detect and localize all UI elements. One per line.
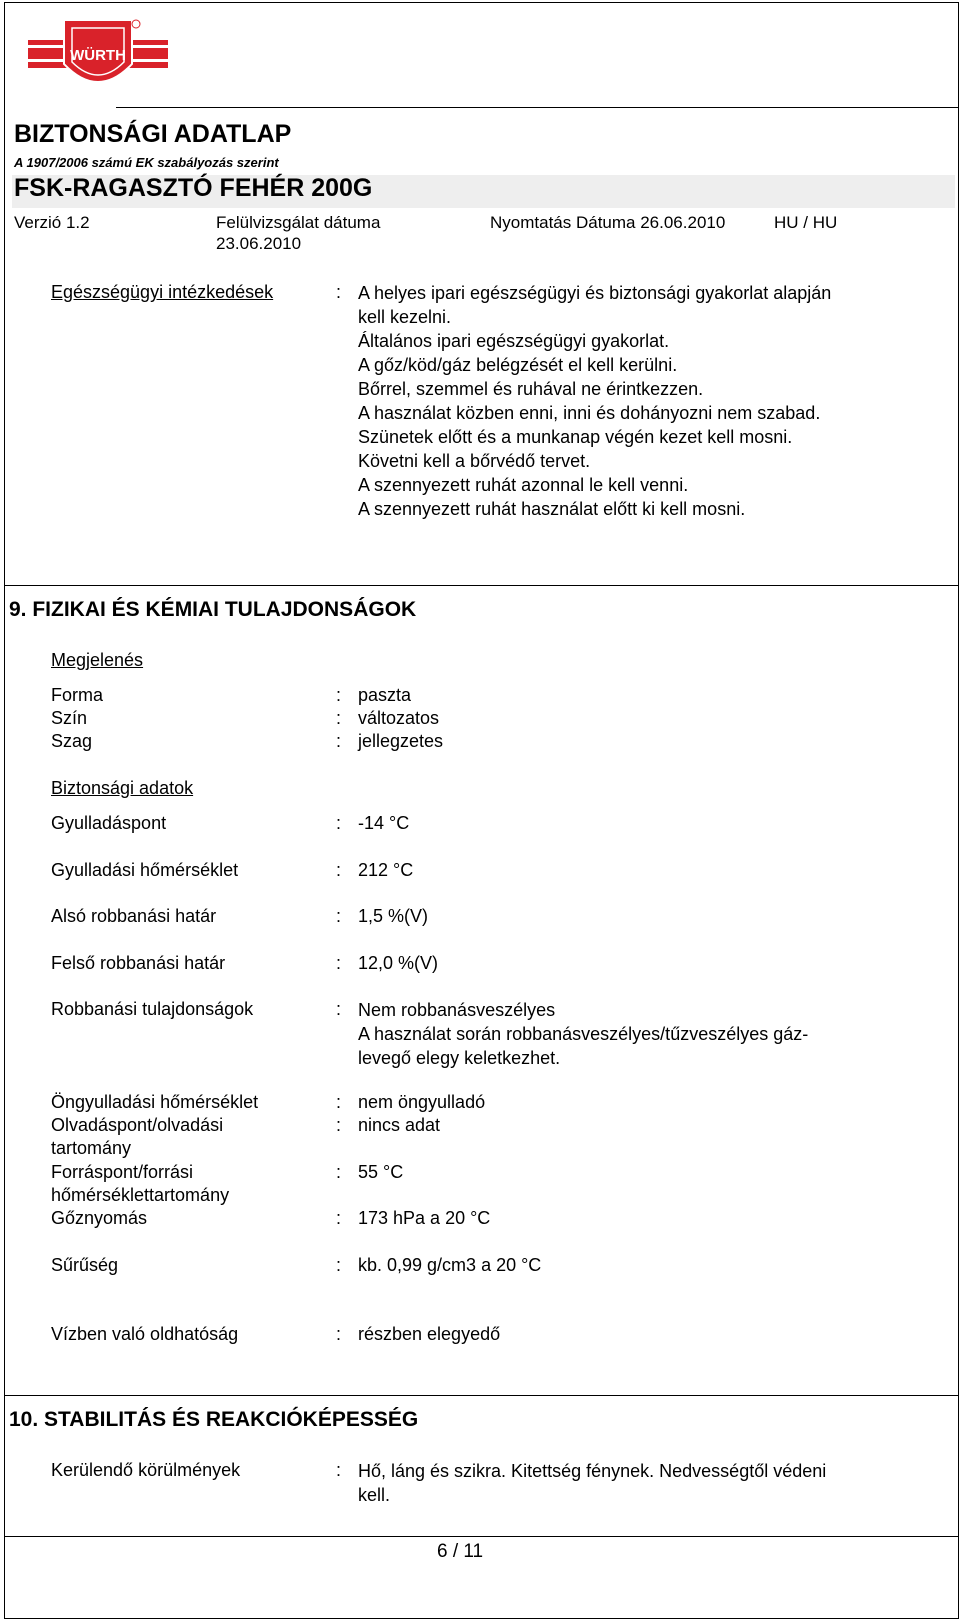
safety-heading: Biztonsági adatok — [51, 778, 194, 798]
autoignition-label: Öngyulladási hőmérséklet — [51, 1092, 259, 1112]
print-date: Nyomtatás Dátuma 26.06.2010 — [490, 213, 726, 232]
density-label: Sűrűség — [51, 1255, 119, 1275]
hygiene-text — [358, 281, 831, 521]
upper-explosion-limit-label: Felső robbanási határ — [51, 953, 226, 973]
ignition-temp-label: Gyulladási hőmérséklet — [51, 860, 239, 880]
water-solubility-value: részben elegyedő — [358, 1324, 501, 1344]
svg-text:WÜRTH: WÜRTH — [70, 47, 126, 64]
revision-date: 23.06.2010 — [216, 234, 302, 253]
page-frame — [4, 2, 959, 1619]
colon: : — [336, 731, 342, 751]
avoid-line: Hő, láng és szikra. Kitettség fénynek. Nedvességtől védeni — [358, 1461, 827, 1481]
ignition-temp-value: 212 °C — [358, 860, 414, 880]
colon: : — [336, 708, 342, 728]
explosive-line: Nem robbanásveszélyes — [358, 1000, 556, 1020]
flash-point-label: Gyulladáspont — [51, 813, 167, 833]
boiling-point-value: 55 °C — [358, 1162, 404, 1182]
boiling-point-label-2: hőmérséklettartomány — [51, 1185, 230, 1205]
colon: : — [336, 906, 342, 926]
wurth-logo — [26, 18, 176, 98]
hygiene-line: A használat közben enni, inni és dohányozni nem szabad. — [358, 403, 821, 423]
flash-point-value: -14 °C — [358, 813, 410, 833]
boiling-point-label-1: Forráspont/forrási — [51, 1162, 194, 1182]
explosive-properties-value — [358, 998, 808, 1070]
hygiene-line: A szennyezett ruhát azonnal le kell venni. — [358, 475, 689, 495]
odor-label: Szag — [51, 731, 93, 751]
color-value: változatos — [358, 708, 440, 728]
color-label: Szín — [51, 708, 88, 728]
colon: : — [336, 1115, 342, 1135]
water-solubility-label: Vízben való oldhatóság — [51, 1324, 239, 1344]
odor-value: jellegzetes — [358, 731, 444, 751]
page-number: 6 / 11 — [437, 1541, 484, 1562]
hygiene-line: Követni kell a bőrvédő tervet. — [358, 451, 591, 471]
melting-point-value: nincs adat — [358, 1115, 441, 1135]
colon: : — [336, 685, 342, 705]
conditions-to-avoid-label: Kerülendő körülmények — [51, 1460, 241, 1480]
autoignition-value: nem öngyulladó — [358, 1092, 486, 1112]
footer-rule — [4, 1536, 959, 1537]
lower-explosion-limit-label: Alsó robbanási határ — [51, 906, 217, 926]
explosive-line: A használat során robbanásveszélyes/tűzveszélyes gáz- — [358, 1024, 809, 1044]
hygiene-line: Általános ipari egészségügyi gyakorlat. — [358, 331, 670, 351]
colon: : — [336, 1208, 342, 1228]
form-label: Forma — [51, 685, 104, 705]
hygiene-line: A helyes ipari egészségügyi és biztonsági gyakorlat alapján — [358, 283, 832, 303]
hygiene-line: kell kezelni. — [358, 307, 452, 327]
melting-point-label-1: Olvadáspont/olvadási — [51, 1115, 224, 1135]
colon: : — [336, 1092, 342, 1112]
section-divider — [4, 585, 959, 586]
colon: : — [336, 1162, 342, 1182]
upper-explosion-limit-value: 12,0 %(V) — [358, 953, 439, 973]
lower-explosion-limit-value: 1,5 %(V) — [358, 906, 429, 926]
avoid-line: kell. — [358, 1485, 391, 1505]
explosive-properties-label: Robbanási tulajdonságok — [51, 999, 254, 1019]
header-rule — [116, 107, 959, 108]
colon: : — [336, 999, 342, 1019]
vapor-pressure-label: Gőznyomás — [51, 1208, 148, 1228]
section-9-title: 9. FIZIKAI ÉS KÉMIAI TULAJDONSÁGOK — [9, 598, 417, 621]
document-title: BIZTONSÁGI ADATLAP — [14, 120, 292, 148]
language: HU / HU — [774, 213, 838, 232]
colon: : — [336, 953, 342, 973]
density-value: kb. 0,99 g/cm3 a 20 °C — [358, 1255, 542, 1275]
regulation-subtitle: A 1907/2006 számú EK szabályozás szerint — [14, 155, 279, 170]
revision-label: Felülvizsgálat dátuma — [216, 213, 381, 232]
section-divider — [4, 1395, 959, 1396]
hygiene-line: Bőrrel, szemmel és ruhával ne érintkezzen. — [358, 379, 704, 399]
hygiene-label: Egészségügyi intézkedések — [51, 282, 274, 302]
vapor-pressure-value: 173 hPa a 20 °C — [358, 1208, 491, 1228]
form-value: paszta — [358, 685, 412, 705]
colon: : — [336, 1460, 342, 1480]
colon: : — [336, 1324, 342, 1344]
hygiene-line: Szünetek előtt és a munkanap végén kezet kell mosni. — [358, 427, 793, 447]
section-10-title: 10. STABILITÁS ÉS REAKCIÓKÉPESSÉG — [9, 1408, 419, 1431]
colon: : — [336, 1255, 342, 1275]
colon: : — [336, 860, 342, 880]
colon: : — [336, 813, 342, 833]
version: Verzió 1.2 — [14, 213, 90, 232]
conditions-to-avoid-value — [358, 1459, 826, 1507]
hygiene-line: A szennyezett ruhát használat előtt ki kell mosni. — [358, 499, 746, 519]
product-name: FSK-RAGASZTÓ FEHÉR 200G — [14, 174, 373, 202]
hygiene-line: A gőz/köd/gáz belégzését el kell kerülni. — [358, 355, 678, 375]
appearance-heading: Megjelenés — [51, 650, 144, 670]
melting-point-label-2: tartomány — [51, 1138, 132, 1158]
explosive-line: levegő elegy keletkezhet. — [358, 1048, 561, 1068]
colon: : — [336, 282, 342, 302]
